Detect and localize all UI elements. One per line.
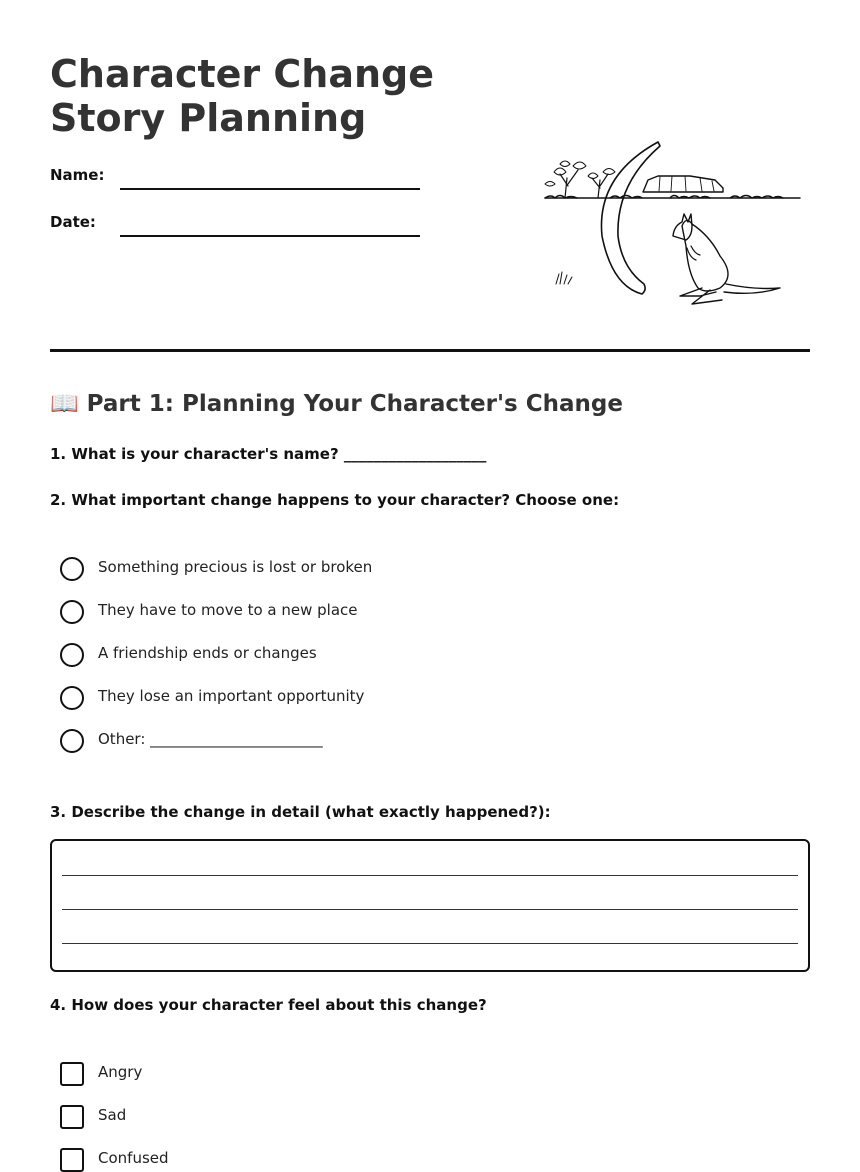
option-label: Sad	[98, 1106, 127, 1124]
date-field	[50, 213, 430, 243]
part1-title: Part 1: Planning Your Character's Change	[86, 391, 623, 417]
tree-trunks	[560, 170, 608, 198]
kangaroo-body	[682, 220, 728, 291]
date-label: Date:	[50, 213, 96, 231]
write-line	[62, 909, 798, 910]
radio-circle[interactable]	[60, 686, 84, 710]
date-write-line[interactable]	[120, 235, 420, 237]
question-4: 4. How does your character feel about this change?	[50, 996, 487, 1014]
uluru-rock	[643, 176, 723, 192]
question-2: 2. What important change happens to your character? Choose one:	[50, 491, 620, 509]
checkbox[interactable]	[60, 1105, 84, 1129]
option-label: A friendship ends or changes	[98, 644, 317, 662]
outback-kangaroo-illustration	[540, 136, 805, 314]
radio-circle[interactable]	[60, 643, 84, 667]
option-label: Angry	[98, 1063, 143, 1081]
change-description-box[interactable]	[50, 839, 810, 972]
option-label: Confused	[98, 1149, 169, 1167]
option-label: Something precious is lost or broken	[98, 558, 373, 576]
part1-heading	[50, 390, 623, 417]
name-write-line[interactable]	[120, 188, 420, 190]
kangaroo-tail	[724, 284, 780, 293]
checkbox[interactable]	[60, 1062, 84, 1086]
question-1: 1. What is your character's name? ___________________	[50, 445, 487, 463]
grass-tuft	[556, 272, 572, 284]
radio-circle[interactable]	[60, 600, 84, 624]
tree-canopies	[545, 161, 615, 186]
book-icon: 📖	[50, 391, 79, 417]
page-title: Character Change Story Planning	[50, 52, 435, 140]
name-label: Name:	[50, 166, 105, 184]
radio-circle[interactable]	[60, 729, 84, 753]
section-divider	[50, 349, 810, 352]
boomerang	[601, 142, 660, 294]
question-3: 3. Describe the change in detail (what exactly happened?):	[50, 803, 551, 821]
write-line	[62, 943, 798, 944]
name-field	[50, 166, 430, 196]
radio-circle[interactable]	[60, 557, 84, 581]
kangaroo-arms	[687, 246, 700, 260]
option-label: They lose an important opportunity	[98, 687, 365, 705]
checkbox[interactable]	[60, 1148, 84, 1172]
option-label: They have to move to a new place	[98, 601, 358, 619]
write-line	[62, 875, 798, 876]
option-label: Other: _______________________	[98, 730, 323, 748]
